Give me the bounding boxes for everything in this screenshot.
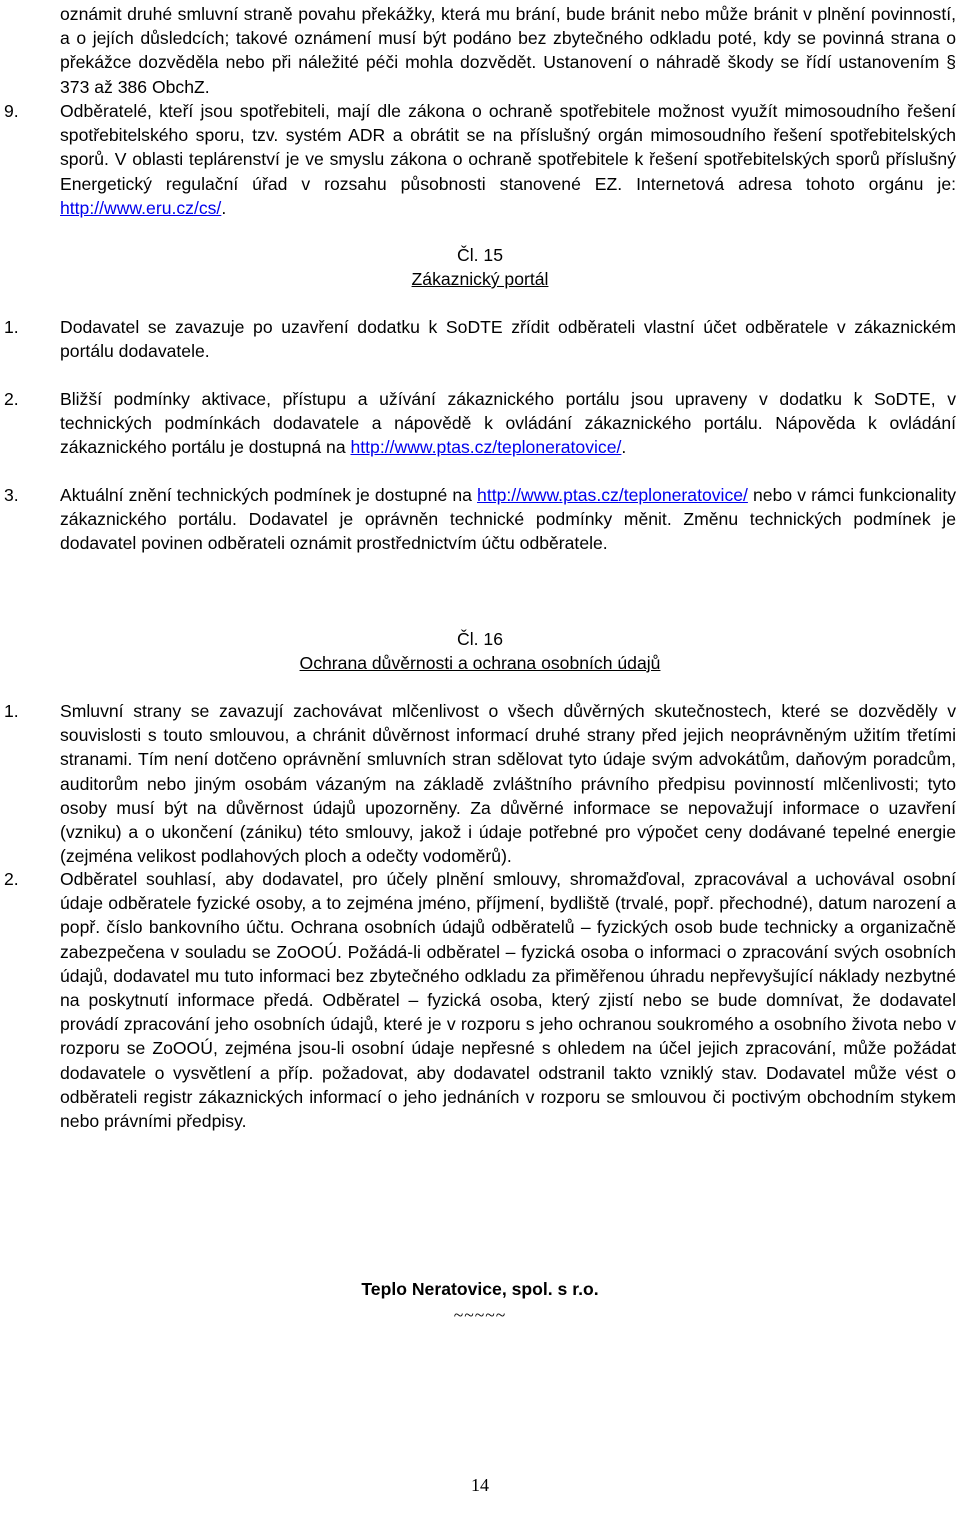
eru-link[interactable]: http://www.eru.cz/cs/ [60,197,222,218]
article-16-item-2-text: Odběratel souhlasí, aby dodavatel, pro účely plnění smlouvy, shromažďoval, zpracovával a uchovával osobní údaje odběratele fyzické osoby, a to zejména jméno, příjmení, bydliště (trvalé, popř. přechodné), datum narození a popř. číslo bankovního účtu. Ochrana osobních údajů odběratelů – fyzických osob bude technicky a organizačně zabezpečena v souladu se ZoOOÚ. Požádá-li odběratel – fyzická osoba o informaci o zpracování svých osobních údajů, dodavatel mu tuto informaci bez zbytečného odkladu za přiměřenou úhradu nepřevyšující náklady nezbytné na poskytnutí informace předá. Odběratel – fyzická osoba, který zjistí nebo se bude domnívat, že dodavatel provádí zpracování jeho osobních údajů, které je v rozporu s jeho ochranou soukromého a osobního života nebo v rozporu se ZoOOÚ, zejména jsou-li osobní údaje nepřesné s ohledem na účel jejich zpracování, může požádat dodavatele o vysvětlení a příp. požadovat, aby dodavatel odstranil takto vzniklý stav. Dodavatel může vést o odběrateli registr zákaznických informací o jeho jednáních v rozporu se smlouvou či poctivým obchodním stykem nebo právními předpisy. [60,869,956,1132]
company-signature: Teplo Neratovice, spol. s r.o. [361,1279,599,1299]
article-15-item-1-text: Dodavatel se zavazuje po uzavření dodatku k SoDTE zřídit odběrateli vlastní účet odběratele v zákaznickém portálu dodavatele. [60,317,956,362]
article-15-item-2-text [60,387,956,460]
item-number: 1. [4,317,19,337]
item-number: 2. [4,389,19,409]
item-9-text [60,99,956,220]
tilde-separator: ~~~~~ [453,1305,507,1325]
article-15-heading: Čl. 15 [457,245,503,265]
ptas-help-link[interactable]: http://www.ptas.cz/teploneratovice/ [350,437,622,458]
article-15-item-3-body: Aktuální znění technických podmínek je dostupné na [60,485,478,505]
item-number: 9. [4,101,19,121]
continuation-paragraph [0,2,956,99]
article-16-item-1 [0,699,956,868]
article-15-title [0,267,960,291]
article-16-title [0,651,960,675]
page-number: 14 [471,1475,489,1495]
article-15-item-3-text [60,483,956,556]
continuation-text: oznámit druhé smluvní straně povahu překážky, která mu brání, bude bránit nebo může bránit v plnění povinností, a o jejích důsledcích; takové oznámení musí být podáno bez zbytečného odkladu poté, kdy se povinná strana o překážce dozvěděla nebo při náležité péči mohla dozvědět. Ustanovení o náhradě škody se řídí ustanovením § 373 až 386 ObchZ. [60,4,956,97]
item-number: 2. [4,869,19,889]
item-9-body: Odběratelé, kteří jsou spotřebiteli, mají dle zákona o ochraně spotřebitele možnost využít mimosoudního řešení spotřebitelského sporu, tzv. systém ADR a obrátit se na příslušný orgán mimosoudního řešení spotřebitelských sporů. V oblasti teplárenství je ve smyslu zákona o ochraně spotřebitele k řešení spotřebitelských sporů příslušný Energetický regulační úřad v rozsahu působnosti stanovené EZ. Internetová adresa tohoto orgánu je: [60,101,956,194]
item-9-after: . [221,197,227,218]
article-16-item-1-text: Smluvní strany se zavazují zachovávat mlčenlivost o všech důvěrných skutečnostech, které se dozvěděly v souvislosti s touto smlouvou, a chránit důvěrnost informací druhé strany před jejich neoprávněným užitím třetími stranami. Tím není dotčeno oprávnění smluvních stran sdělovat tyto údaje svým advokátům, daňovým poradcům, auditorům nebo jiným osobám vázaným na základě zvláštního právního předpisu povinností mlčenlivosti; tyto osoby musí být na důvěrnost údajů upozorněny. Za důvěrné informace se nepovažují informace o uzavření (vzniku) a o ukončení (zániku) této smlouvy, jakož i údaje potřebné pro výpočet ceny dodávané tepelné energie (zejména velikost podlahových ploch a odečty vodoměrů). [60,701,956,867]
item-number: 1. [4,701,19,721]
article-15-item-2-after: . [621,437,627,458]
article-16-title-text: Ochrana důvěrnosti a ochrana osobních údajů [299,653,661,673]
article-15-title-text: Zákaznický portál [411,269,549,289]
article-15-item-1 [0,315,956,363]
ptas-conditions-link[interactable]: http://www.ptas.cz/teploneratovice/ [477,485,748,505]
item-number: 3. [4,485,19,505]
article-15-item-2-body: Bližší podmínky aktivace, přístupu a užívání zákaznického portálu jsou upraveny v dodatku k SoDTE, v technických podmínkách dodavatele a nápovědě k ovládání zákaznického portálu. Nápověda k ovládání zákaznického portálu je dostupná na [60,389,956,458]
article-16-item-2 [0,867,956,1133]
article-15-item-3 [0,483,956,556]
article-15-item-2 [0,387,956,460]
article-16-heading: Čl. 16 [457,629,503,649]
list-item-9 [0,99,956,220]
article-15-item-3-after: nebo v rámci funkcionality zákaznického portálu. Dodavatel je oprávněn technické podmínky měnit. Změnu technických podmínek je dodavatel povinen odběrateli oznámit prostřednictvím účtu odběratele. [60,485,957,554]
